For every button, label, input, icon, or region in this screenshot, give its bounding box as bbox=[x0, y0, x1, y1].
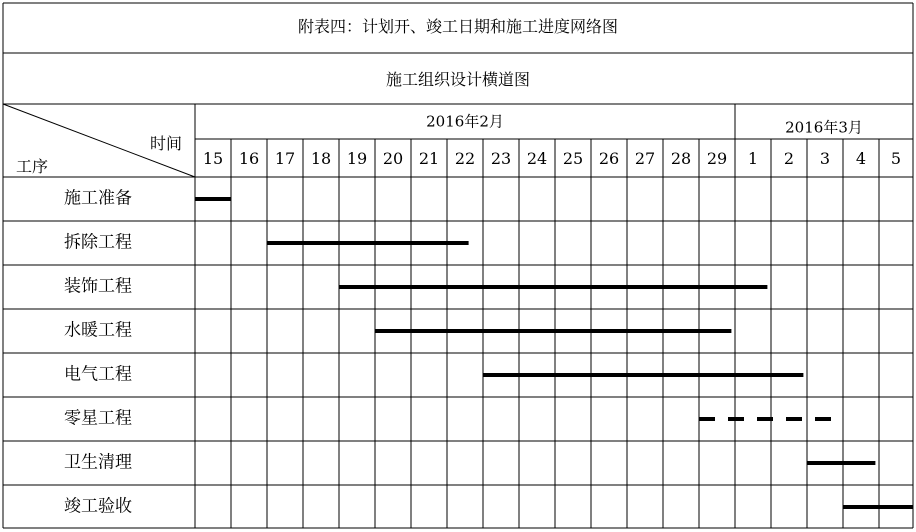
day-label: 15 bbox=[202, 149, 224, 168]
page-title: 附表四：计划开、竣工日期和施工进度网络图 bbox=[297, 17, 619, 36]
month-label: 2016年2月 bbox=[426, 112, 504, 131]
day-label: 21 bbox=[418, 149, 440, 168]
task-name: 拆除工程 bbox=[64, 232, 132, 253]
task-name: 竣工验收 bbox=[64, 496, 132, 517]
day-label: 4 bbox=[855, 149, 867, 168]
day-label: 24 bbox=[526, 149, 548, 168]
time-header-label: 时间 bbox=[150, 134, 183, 153]
task-name: 施工准备 bbox=[64, 188, 132, 209]
day-label: 25 bbox=[562, 149, 584, 168]
day-label: 22 bbox=[454, 149, 476, 168]
day-label: 18 bbox=[310, 149, 332, 168]
task-name: 零星工程 bbox=[64, 408, 132, 429]
month-label: 2016年3月 bbox=[785, 118, 863, 137]
day-label: 29 bbox=[706, 149, 728, 168]
task-name: 装饰工程 bbox=[64, 276, 132, 297]
day-label: 20 bbox=[382, 149, 404, 168]
chart-subtitle: 施工组织设计横道图 bbox=[385, 70, 531, 89]
day-label: 28 bbox=[670, 149, 692, 168]
task-name: 电气工程 bbox=[64, 364, 132, 385]
task-name: 卫生清理 bbox=[64, 452, 132, 473]
day-label: 16 bbox=[238, 149, 260, 168]
day-label: 23 bbox=[490, 149, 512, 168]
day-label: 2 bbox=[783, 149, 795, 168]
day-label: 1 bbox=[747, 149, 759, 168]
day-label: 27 bbox=[634, 149, 656, 168]
day-label: 5 bbox=[890, 149, 902, 168]
process-header-label: 工序 bbox=[16, 157, 49, 176]
task-name: 水暖工程 bbox=[64, 320, 132, 341]
day-label: 26 bbox=[598, 149, 620, 168]
day-label: 3 bbox=[819, 149, 831, 168]
day-label: 19 bbox=[346, 149, 368, 168]
day-label: 17 bbox=[274, 149, 296, 168]
